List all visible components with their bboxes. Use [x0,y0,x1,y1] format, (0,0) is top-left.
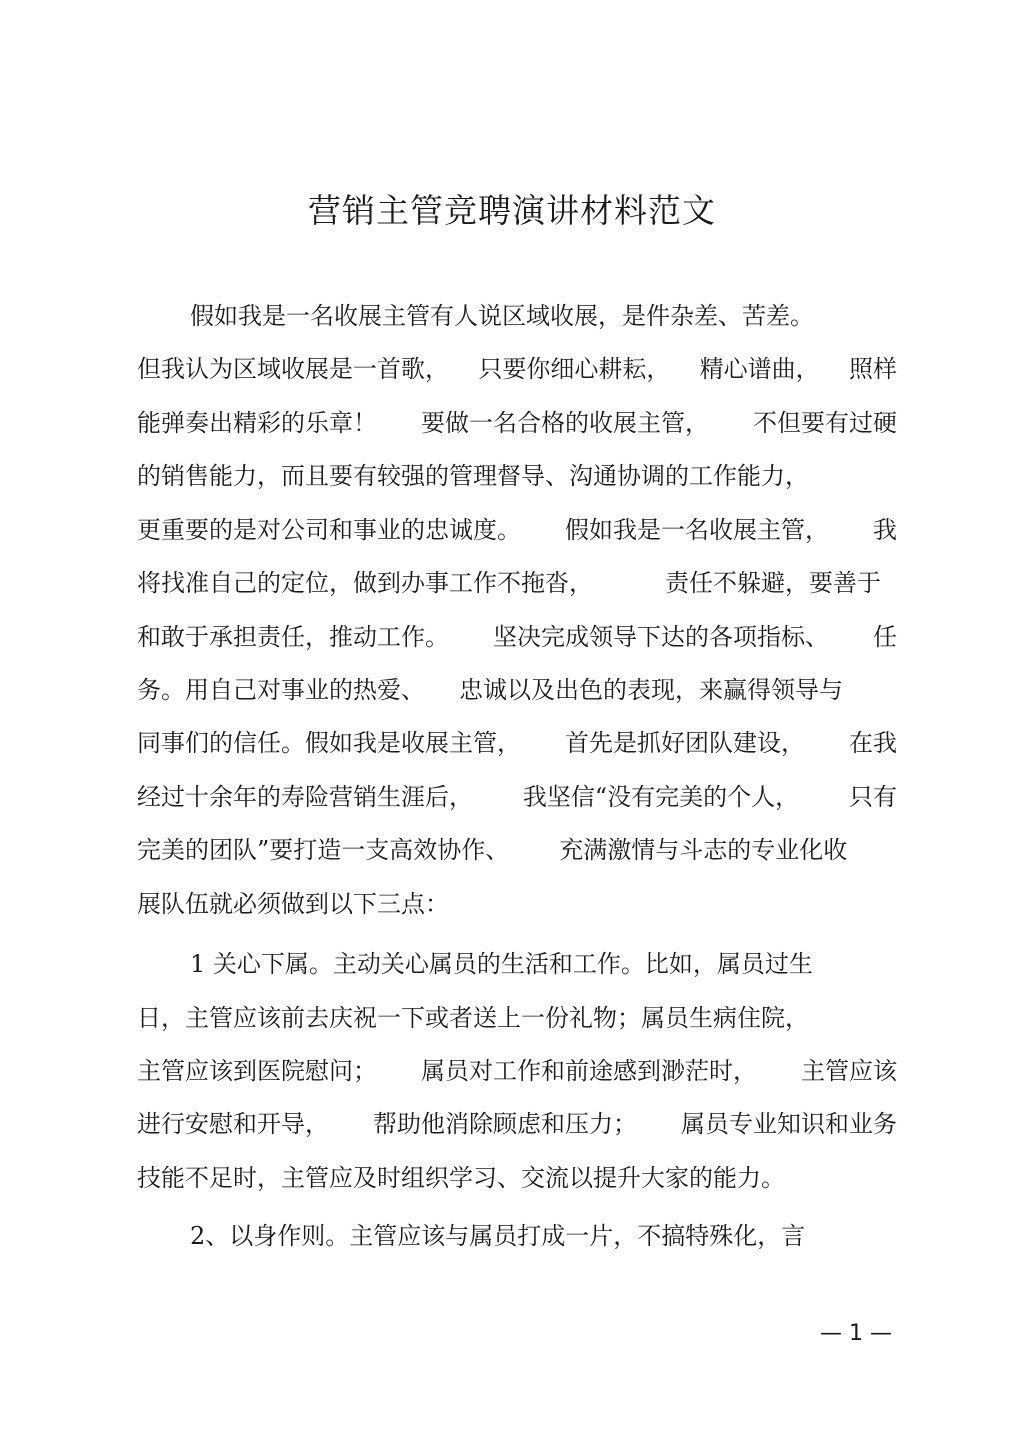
text-line [137,563,897,603]
text-segment: 属员对工作和前途感到渺茫时， [421,1057,757,1085]
text-segment: 首先是抓好团队建设， [565,729,805,757]
text-segment: 照样 [848,355,897,383]
text-line [137,617,897,657]
text-segment: 我 [873,516,897,544]
text-segment: 精心谱曲， [699,355,820,383]
text-segment: 务。用自己对事业的热爱、 [137,676,425,704]
text-line [137,403,897,443]
page-title: 营销主管竞聘演讲材料范文 [308,191,716,230]
text-segment: 只要你细心耕耘， [478,355,671,383]
text-segment: 同事们的信任。假如我是收展主管， [137,729,521,757]
text-segment: 我坚信“没有完美的个人， [522,783,800,811]
text-segment: 只有 [849,783,897,811]
text-segment: 将找准自己的定位，做到办事工作不拖沓， [137,569,593,597]
text-segment: 假如我是一名收展主管有人说区域收展，是件杂差、苦差。 [190,302,814,330]
text-line [137,1104,897,1144]
page-number: — 1 — [820,1321,892,1346]
text-segment: 和敢于承担责任，推动工作。 [137,623,449,651]
text-line [137,830,897,870]
text-segment: 展队伍就必须做到以下三点： [137,890,449,918]
text-segment: 经过十余年的寿险营销生涯后， [137,783,473,811]
text-segment: 日，主管应该前去庆祝一下或者送上一份礼物；属员生病住院， [137,1004,809,1032]
text-line [137,1051,897,1091]
text-line [137,998,897,1038]
text-segment: 能弹奏出精彩的乐章！ [137,409,377,437]
text-line [190,944,897,984]
text-segment: 要做一名合格的收展主管， [421,409,709,437]
text-segment: 进行安慰和开导， [137,1110,329,1138]
text-line [137,510,897,550]
text-line [137,670,897,710]
text-line [137,777,897,817]
text-segment: 属员专业知识和业务 [681,1110,897,1138]
text-segment: 任 [873,623,897,651]
text-line [137,456,897,496]
text-segment: 不但要有过硬 [753,409,897,437]
text-segment: 技能不足时，主管应及时组织学习、交流以提升大家的能力。 [137,1164,785,1192]
text-segment: 在我 [849,729,897,757]
text-segment: 完美的团队”要打造一支高效协作、 [137,836,510,864]
text-segment: 的销售能力，而且要有较强的管理督导、沟通协调的工作能力， [137,462,809,490]
text-segment: 忠诚以及出色的表现，来赢得领导与 [459,676,843,704]
text-line [137,723,897,763]
text-segment: 但我认为区域收展是一首歌， [137,355,449,383]
text-line [190,1216,897,1256]
text-segment: 主管应该 [801,1057,897,1085]
text-segment: 1 关心下属。主动关心属员的生活和工作。比如，属员过生 [190,950,813,978]
text-segment: 责任不躲避，要善于 [665,569,881,597]
text-line [190,296,897,336]
text-segment: 帮助他消除顾虑和压力； [373,1110,637,1138]
text-segment: 主管应该到医院慰问； [137,1057,377,1085]
text-segment: 2、以身作则。主管应该与属员打成一片，不搞特殊化，言 [190,1222,806,1250]
text-line [137,1158,897,1198]
text-segment: 充满激情与斗志的专业化收 [559,836,848,864]
text-line [137,349,897,389]
text-segment: 假如我是一名收展主管， [565,516,829,544]
text-segment: 坚决完成领导下达的各项指标、 [493,623,829,651]
text-line [137,884,897,924]
text-segment: 更重要的是对公司和事业的忠诚度。 [137,516,521,544]
